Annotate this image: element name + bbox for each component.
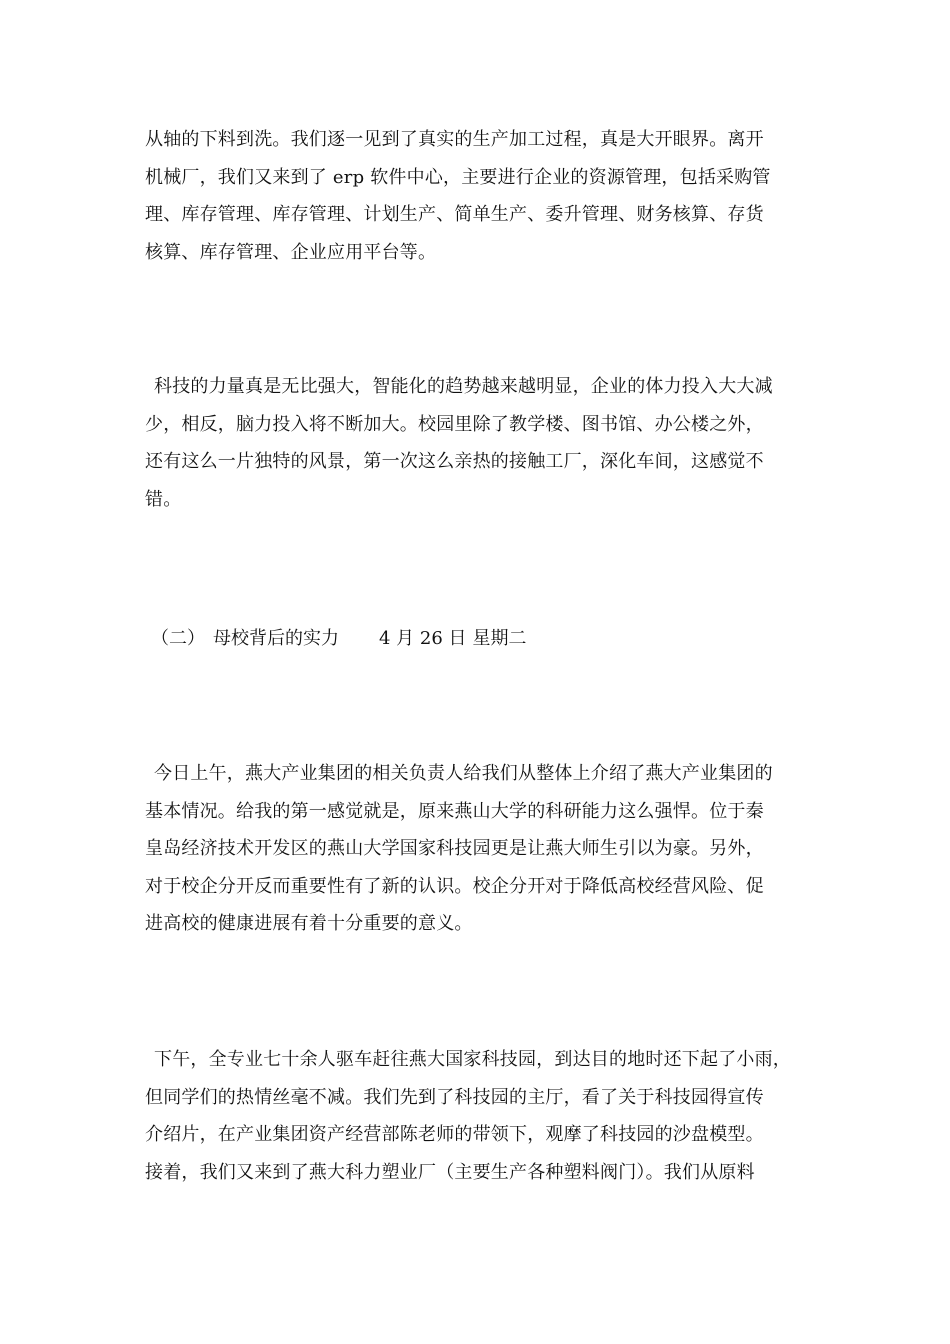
paragraph-line: 理、库存管理、库存管理、计划生产、简单生产、委升管理、财务核算、存货 [145,204,764,225]
section-heading [145,620,527,658]
section-date: 4 月 26 日 [379,628,467,649]
paragraph-line: 接着，我们又来到了燕大科力塑业厂（主要生产各种塑料阀门）。我们从原料 [145,1161,755,1183]
paragraph-line: 但同学们的热情丝毫不减。我们先到了科技园的主厅，看了关于科技园得宣传 [145,1086,764,1108]
section-title: 母校背后的实力 [213,628,339,649]
paragraph-line: 还有这么一片独特的风景，第一次这么亲热的接触工厂，深化车间，这感觉不 [145,451,764,472]
paragraph-line: 核算、库存管理、企业应用平台等。 [145,241,437,263]
paragraph-3 [145,755,825,943]
section-number: （二） [151,628,205,649]
paragraph-line: 少，相反，脑力投入将不断加大。校园里除了教学楼、图书馆、办公楼之外， [145,413,764,435]
paragraph-line: 今日上午，燕大产业集团的相关负责人给我们从整体上介绍了燕大产业集团的 [154,763,773,784]
paragraph-line: 对于校企分开反而重要性有了新的认识。校企分开对于降低高校经营风险、促 [145,875,764,897]
paragraph-line: 从轴的下料到洗。我们逐一见到了真实的生产加工过程，真是大开眼界。离开 [145,129,764,150]
paragraph-line: 下午，全专业七十余人驱车赶往燕大国家科技园，到达目的地时还下起了小雨， [154,1049,791,1070]
paragraph-4 [145,1041,825,1191]
paragraph-line: 科技的力量真是无比强大，智能化的趋势越来越明显，企业的体力投入大大减 [154,376,773,397]
paragraph-1 [145,121,825,271]
paragraph-line: 基本情况。给我的第一感觉就是，原来燕山大学的科研能力这么强悍。位于秦 [145,800,764,822]
paragraph-line: 机械厂，我们又来到了 erp 软件中心，主要进行企业的资源管理，包括采购管 [145,166,771,188]
section-weekday: 星期二 [472,628,527,649]
paragraph-line: 进高校的健康进展有着十分重要的意义。 [145,913,473,934]
paragraph-line: 介绍片，在产业集团资产经营部陈老师的带领下，观摩了科技园的沙盘模型。 [145,1124,764,1145]
paragraph-line: 错。 [145,488,182,510]
paragraph-2 [145,368,825,518]
paragraph-line: 皇岛经济技术开发区的燕山大学国家科技园更是让燕大师生引以为豪。另外， [145,838,764,859]
